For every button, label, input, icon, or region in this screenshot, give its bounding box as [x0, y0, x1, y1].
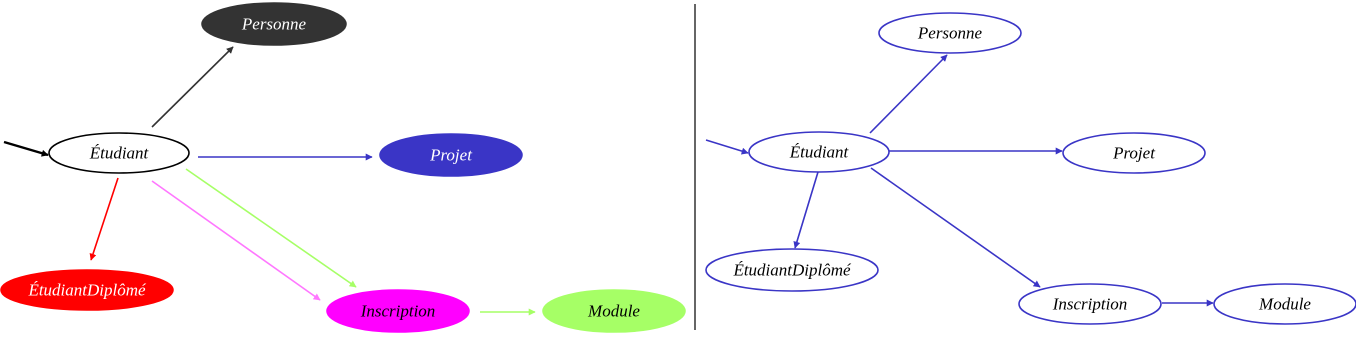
left-node-personne-label: Personne [241, 14, 307, 34]
right-edge-etudiant-to-personne [870, 55, 947, 133]
right-node-inscription [1019, 284, 1161, 324]
left-edge-etudiant-to-inscription [186, 169, 356, 287]
right-node-module [1214, 284, 1356, 324]
right-node-etudiant-label: Étudiant [789, 142, 849, 162]
right-node-etudiant [749, 132, 889, 172]
left-node-module-label: Module [588, 301, 640, 321]
left-node-diplome [1, 270, 173, 310]
right-graph-panel [706, 13, 1356, 324]
right-edge-entry-to-etudiant [706, 140, 748, 153]
left-node-personne [202, 3, 346, 45]
left-edge-etudiant-to-inscription [152, 181, 320, 300]
right-nodes [706, 13, 1356, 324]
right-node-personne [879, 13, 1021, 53]
left-edge-entry-to-etudiant [4, 142, 48, 155]
right-edge-etudiant-to-inscription [871, 168, 1040, 287]
left-graph-panel [1, 3, 685, 332]
left-node-projet [380, 134, 522, 176]
left-node-module [543, 290, 685, 332]
right-node-inscription-label: Inscription [1052, 294, 1128, 314]
right-node-projet [1063, 133, 1205, 173]
left-node-etudiant [49, 133, 189, 173]
right-node-module-label: Module [1259, 294, 1311, 314]
left-node-inscription [327, 290, 469, 332]
right-node-diplome-label: ÉtudiantDiplômé [733, 260, 851, 280]
left-node-inscription-label: Inscription [360, 301, 436, 321]
left-node-projet-label: Projet [430, 145, 472, 165]
left-edge-etudiant-to-personne [152, 47, 233, 127]
right-node-projet-label: Projet [1113, 143, 1155, 163]
right-node-personne-label: Personne [917, 23, 983, 43]
left-nodes [1, 3, 685, 332]
left-node-diplome-label: ÉtudiantDiplômé [28, 280, 146, 300]
right-edge-etudiant-to-diplome [795, 172, 818, 248]
left-node-etudiant-label: Étudiant [89, 143, 149, 163]
right-node-diplome [706, 249, 878, 291]
left-edge-etudiant-to-diplome [91, 178, 118, 260]
